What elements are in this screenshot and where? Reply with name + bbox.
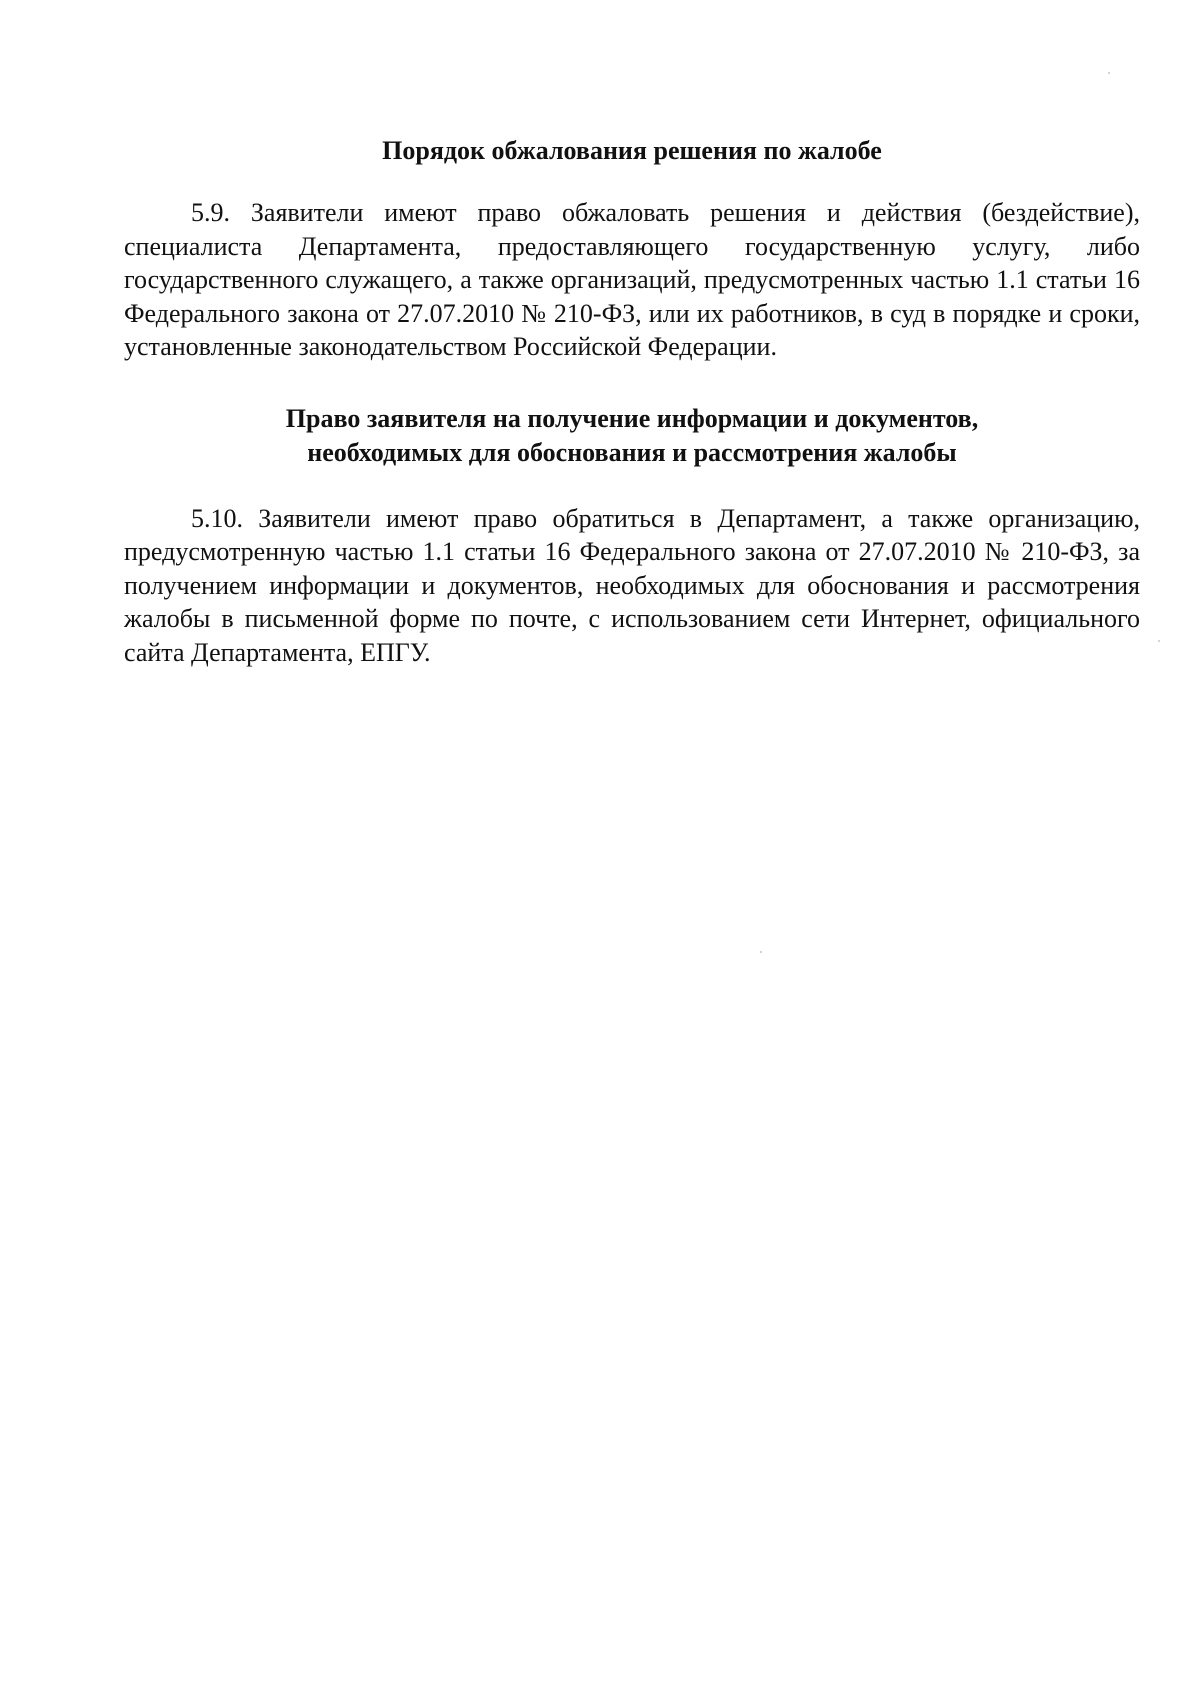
document-body: [124, 134, 1140, 669]
scan-speck: [760, 951, 762, 953]
section-heading-complaint-appeal: [124, 134, 1140, 168]
heading-line: Порядок обжалования решения по жалобе: [382, 136, 882, 165]
heading-line: Право заявителя на получение информации и документов,: [285, 403, 979, 433]
heading-line: необходимых для обоснования и рассмотрения жалобы: [307, 437, 957, 467]
scan-speck: [1108, 72, 1110, 74]
scan-speck: [1158, 640, 1160, 642]
paragraph-5-9: 5.9. Заявители имеют право обжаловать решения и действия (бездействие), специалиста Департамента, предоставляющего государственную услугу, либо государственного служащего, а также организаций, предусмотренных частью 1.1 статьи 16 Федерального закона от 27.07.2010 № 210-ФЗ, или их работников, в суд в порядке и сроки, установленные законодательством Российской Федерации.: [124, 198, 1140, 361]
paragraph-5-10: 5.10. Заявители имеют право обратиться в Департамент, а также организацию, предусмотренную частью 1.1 статьи 16 Федерального закона от 27.07.2010 № 210-ФЗ, за получением информации и документов, необходимых для обоснования и рассмотрения жалобы в письменной форме по почте, с использованием сети Интернет, официального сайта Департамента, ЕПГУ.: [124, 503, 1140, 667]
section-heading-right-to-information: [124, 402, 1140, 470]
